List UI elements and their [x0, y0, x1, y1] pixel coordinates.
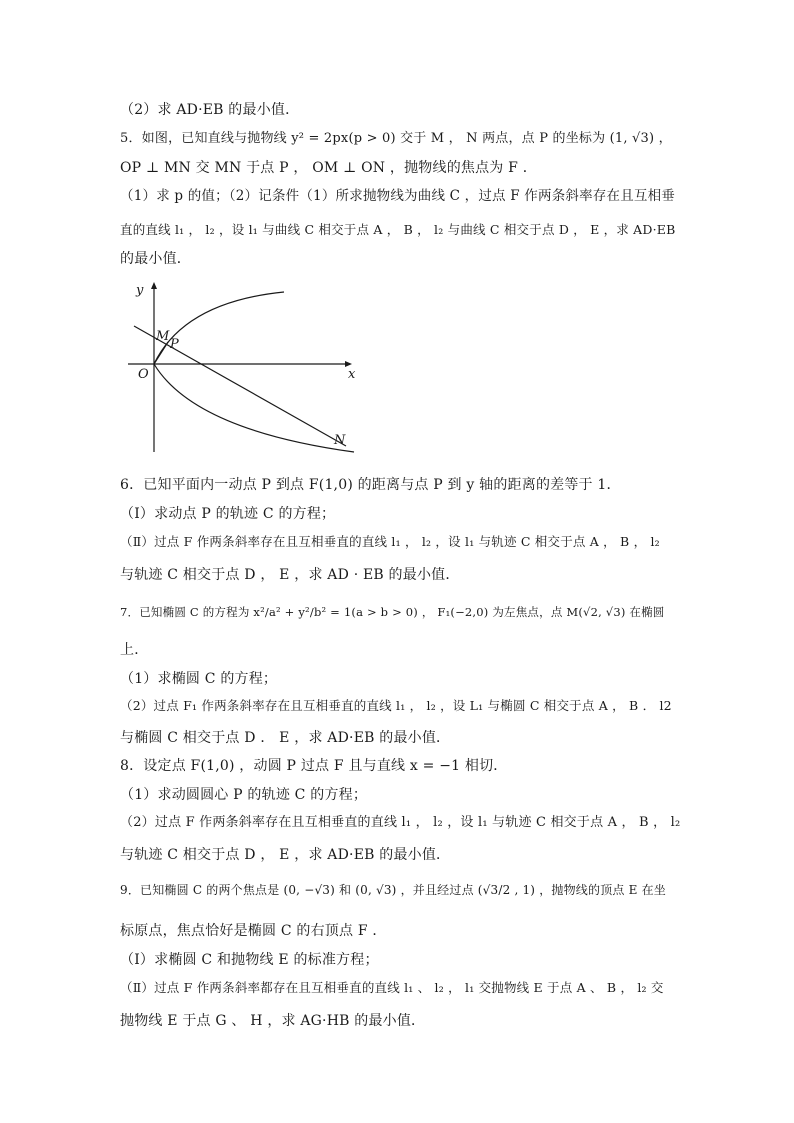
text-line: 5．如图，已知直线与抛物线 y² = 2px(p > 0) 交于 M ， N 两点，点 P 的坐标为 (1, √3) ， [120, 131, 672, 146]
text-line: 9．已知椭圆 C 的两个焦点是 (0, −√3) 和 (0, √3) ，并且经过点 (√3/2 , 1) ，抛物线的顶点 E 在坐 [120, 883, 666, 897]
label-y: y [136, 283, 144, 298]
text-line: （Ⅱ）过点 F 作两条斜率都存在且互相垂直的直线 l₁ 、 l₂ ， l₁ 交抛物线 E 于点 A 、 B ， l₂ 交 [120, 980, 664, 995]
text-line: 上． [120, 642, 149, 658]
segment-op [154, 342, 168, 364]
text-line: 与轨迹 C 相交于点 D ， E ，求 AD·EB 的最小值． [120, 847, 451, 863]
text-line: （1）求动圆圆心 P 的轨迹 C 的方程； [120, 787, 368, 803]
label-n: N [334, 433, 346, 448]
text-line: （2）求 AD·EB 的最小值． [120, 102, 300, 118]
text-line: （Ⅰ）求椭圆 C 和抛物线 E 的标准方程； [120, 952, 379, 968]
text-line: 与轨迹 C 相交于点 D ， E ，求 AD · EB 的最小值． [120, 567, 460, 583]
text-line: （Ⅱ）过点 F 作两条斜率存在且互相垂直的直线 l₁ ， l₂ ，设 l₁ 与轨迹 C 相交于点 A ， B ， l₂ [120, 534, 660, 549]
text-line: 的最小值． [120, 251, 191, 267]
text-line: 6．已知平面内一动点 P 到点 F(1,0) 的距离与点 P 到 y 轴的距离的差等于 1． [120, 477, 621, 493]
label-o: O [138, 367, 149, 382]
text-line: （2）过点 F₁ 作两条斜率存在且互相垂直的直线 l₁ ， l₂ ，设 L₁ 与椭圆 C 相交于点 A ， B ． l2 [120, 698, 672, 713]
text-line: OP ⊥ MN 交 MN 于点 P ， OM ⊥ ON ，抛物线的焦点为 F ． [120, 160, 537, 176]
text-line: （1）求椭圆 C 的方程； [120, 671, 278, 687]
text-line: （2）过点 F 作两条斜率存在且互相垂直的直线 l₁ ， l₂ ，设 l₁ 与轨迹 C 相交于点 A ， B ， l₂ [120, 815, 681, 830]
parabola-upper-branch [154, 292, 284, 364]
y-axis-arrow [151, 282, 157, 289]
text-line: 8．设定点 F(1,0) ，动圆 P 过点 F 且与直线 x = −1 相切． [120, 758, 508, 774]
text-line: 7．已知椭圆 C 的方程为 x²/a² + y²/b² = 1(a > b > 0) ， F₁(−2,0) 为左焦点，点 M(√2, √3) 在椭圆 [120, 605, 665, 619]
label-m: M [156, 329, 170, 344]
text-line: 抛物线 E 于点 G 、 H ，求 AG·HB 的最小值． [120, 1013, 426, 1029]
label-p: P [170, 337, 179, 352]
text-line: （Ⅰ）求动点 P 的轨迹 C 的方程； [120, 506, 336, 522]
text-line: 与椭圆 C 相交于点 D ． E ，求 AD·EB 的最小值． [120, 730, 451, 746]
text-line: 标原点，焦点恰好是椭圆 C 的右顶点 F ． [120, 923, 387, 939]
line-mn [134, 326, 346, 446]
label-x: x [348, 367, 356, 382]
parabola-lower-branch [154, 364, 354, 452]
text-line: 直的直线 l₁ ， l₂ ，设 l₁ 与曲线 C 相交于点 A ， B ， l₂ 与曲线 C 相交于点 D ， E ，求 AD·EB [120, 222, 676, 237]
text-line: （1）求 p 的值；（2）记条件（1）所求抛物线为曲线 C ，过点 F 作两条斜率存在且互相垂 [120, 188, 676, 204]
parabola-figure [124, 280, 364, 460]
